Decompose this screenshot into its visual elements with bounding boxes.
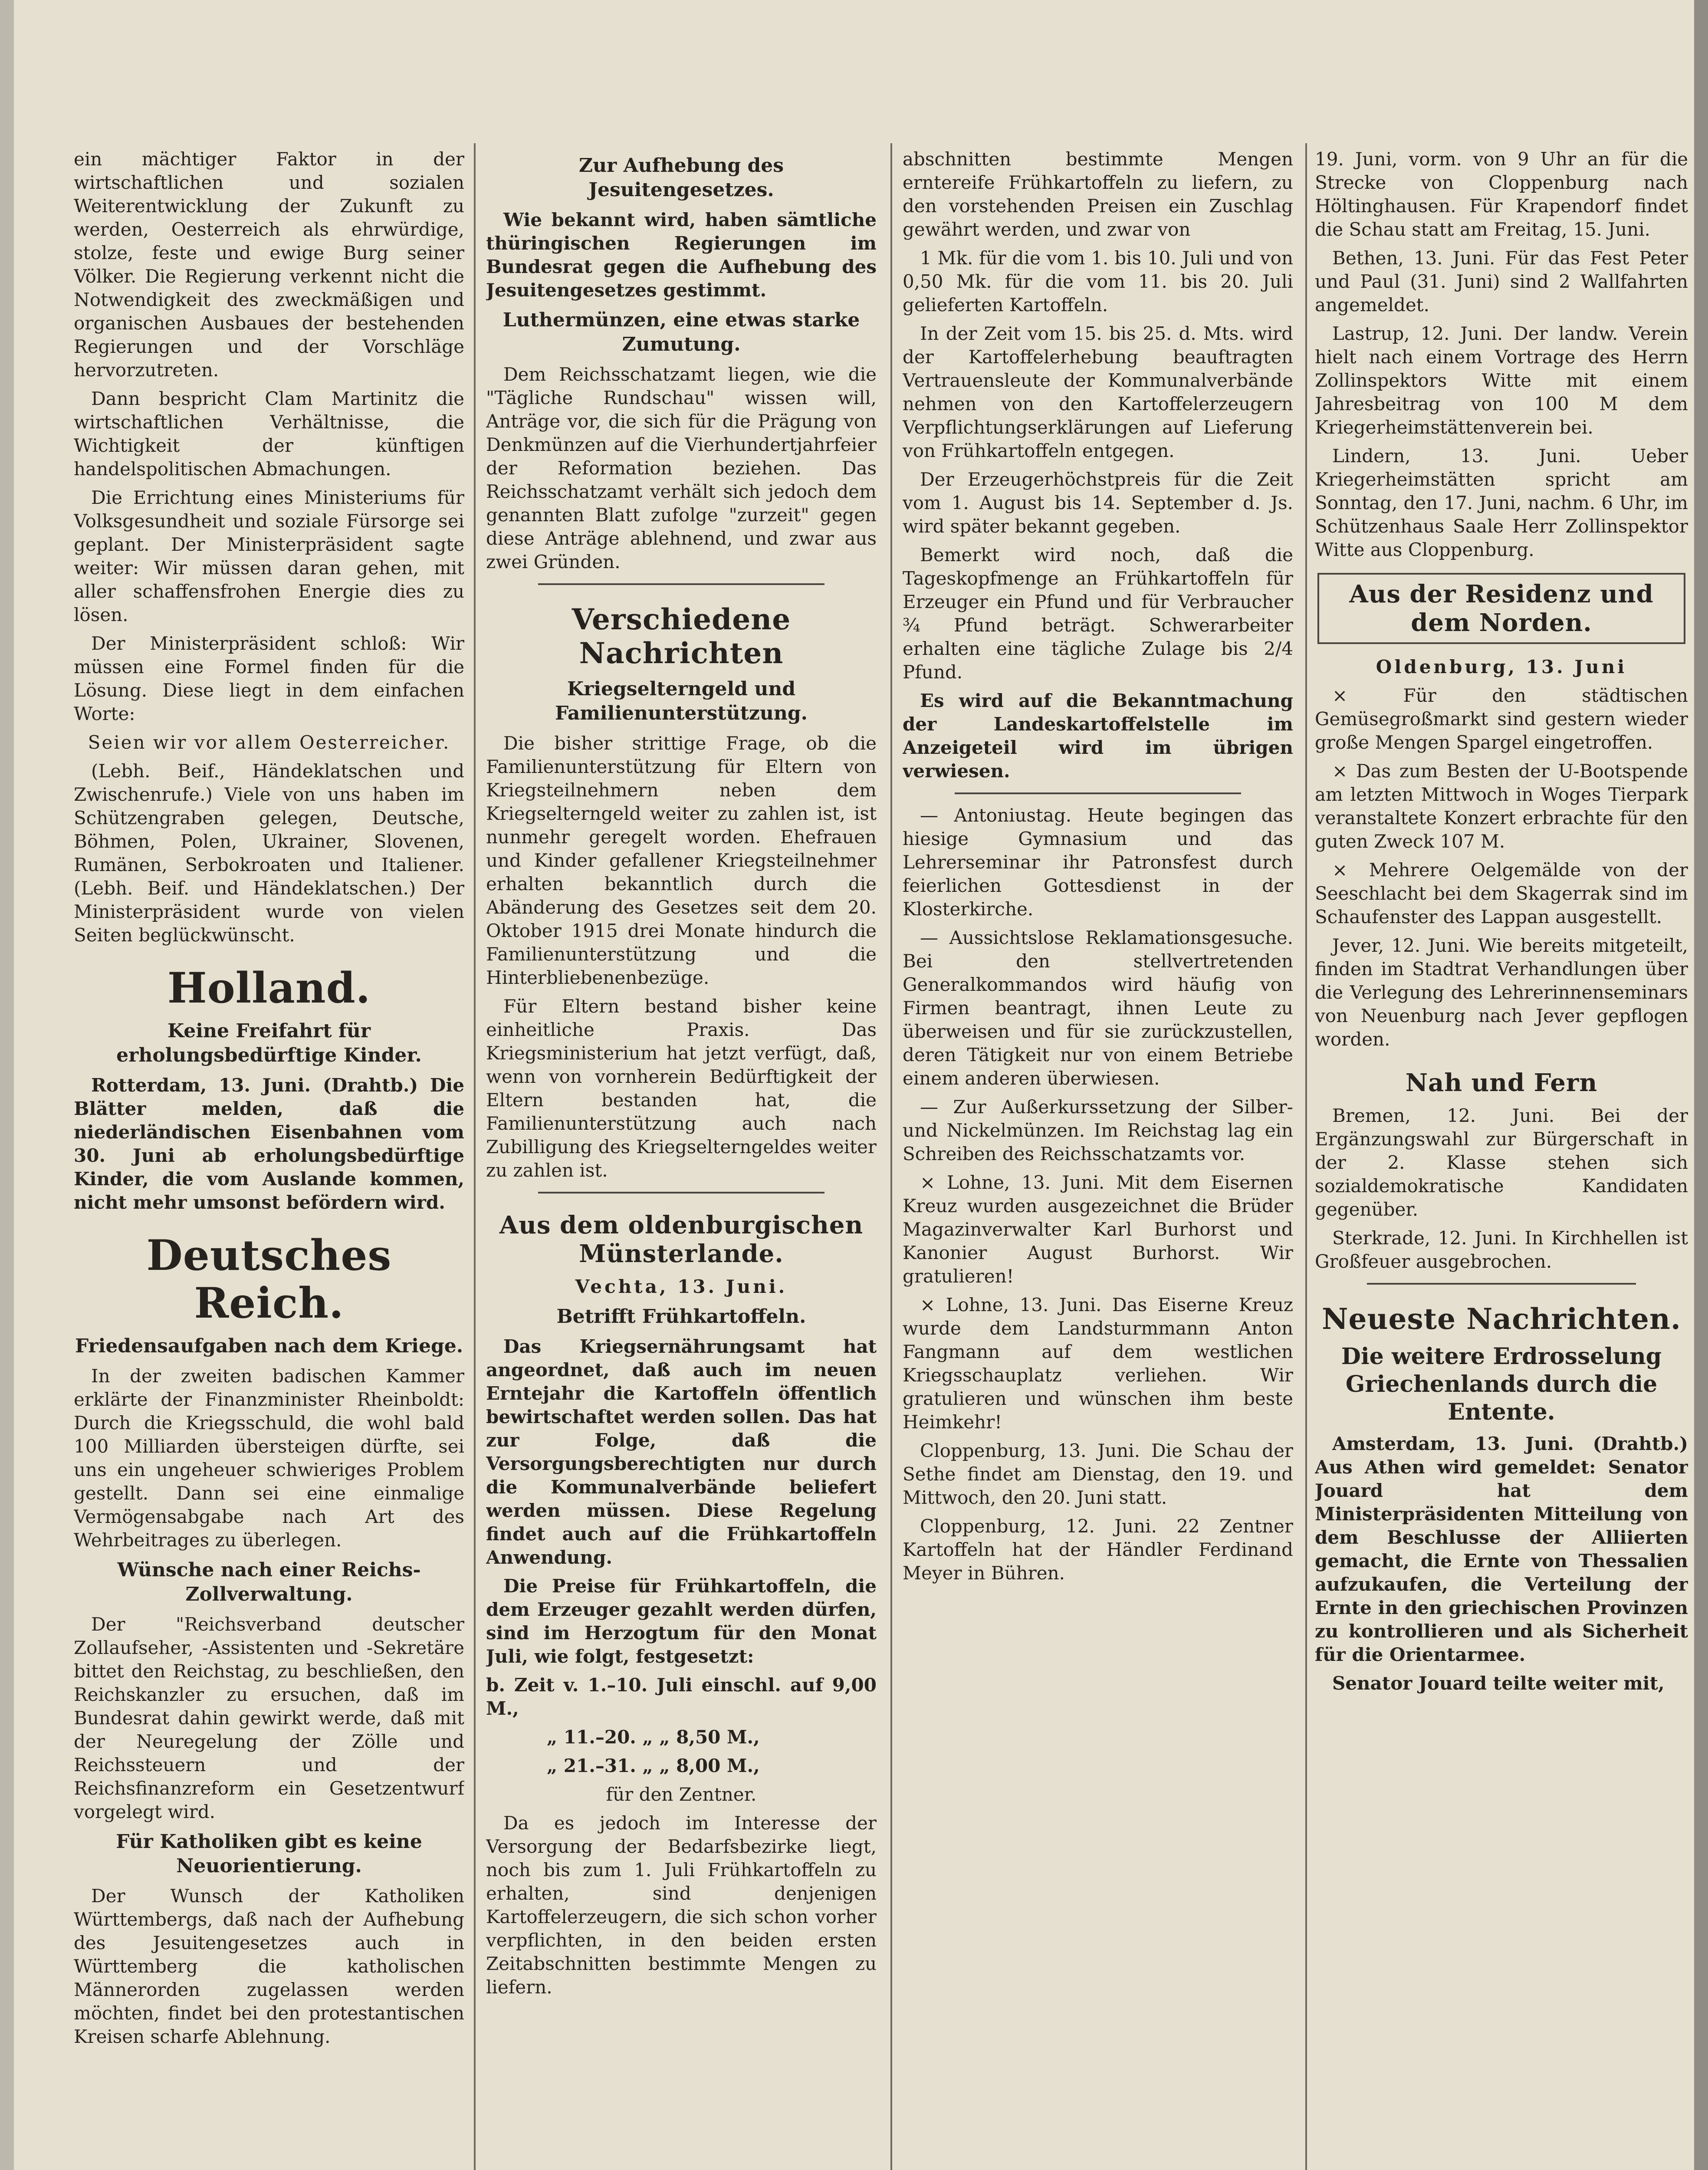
price-line: „ 11.–20. „ „ 8,50 M., [547, 1726, 760, 1748]
quote-line: Seien wir vor allem Oesterreicher. [88, 732, 450, 753]
article-text: Der Ministerpräsident schloß: Wir müssen eine Formel finden für die Lösung. Diese liegt in dem einfachen Worte: [74, 633, 464, 724]
article-text: Senator Jouard teilte weiter mit, [1332, 1673, 1665, 1694]
article-headline: Keine Freifahrt für erholungsbedürftige Kinder. [116, 1020, 422, 1066]
section-title-nah-und-fern: Nah und Fern [1405, 1069, 1598, 1097]
article-text: Die Errichtung eines Ministeriums für Volksgesundheit und soziale Fürsorge sei geplant. Der Ministerpräsident sagte weiter: Wir müssen daran gehen, mit aller schaffensfrohen Energie dies zu lösen. [74, 487, 464, 625]
page-edge-left [0, 0, 14, 2170]
article-text: Die bisher strittige Frage, ob die Familienunterstützung für Eltern von Kriegsteilnehmern neben dem Kriegselterngeld weiter zu zahlen ist, ist nunmehr geregelt worden. Ehefrauen und Kinder gefallener Kriegsteilnehmer erhalten bekanntlich durch die Abänderung des Gesetzes seit dem 20. Oktober 1915 drei Monate hindurch die Familienunterstützung und die Hinterbliebenenbezüge. [486, 733, 877, 988]
article-text: In der zweiten badischen Kammer erklärte der Finanzminister Rheinboldt: Durch die Kriegsschuld, die wohl bald 100 Milliarden übersteigen dürfte, sei uns ein ungeheuer schwieriges Problem gestellt. Dann sei eine einmalige Vermögensabgabe nach Art des Wehrbeitrages zu überlegen. [74, 1365, 464, 1551]
article-text: Sterkrade, 12. Juni. In Kirchhellen ist Großfeuer ausgebrochen. [1315, 1227, 1688, 1272]
section-title-muensterland: Aus dem oldenburgischen Münsterlande. [499, 1211, 864, 1268]
article-text: 1 Mk. für die vom 1. bis 10. Juli und von 0,50 Mk. für die vom 11. bis 20. Juli gelieferten Kartoffeln. [903, 247, 1293, 316]
article-headline: Betrifft Frühkartoffeln. [556, 1305, 806, 1328]
section-title-neueste-nachrichten: Neueste Nachrichten. [1322, 1302, 1681, 1336]
article-text: Cloppenburg, 13. Juni. Die Schau der Sethe findet am Dienstag, den 19. und Mittwoch, den 20. Juni statt. [903, 1440, 1293, 1508]
article-text: abschnitten bestimmte Mengen erntereife Frühkartoffeln zu liefern, zu den vorstehenden Preisen ein Zuschlag gewährt werden, und zwar von [903, 148, 1293, 240]
section-box [1317, 573, 1685, 644]
article-text: Der "Reichsverband deutscher Zollaufseher, -Assistenten und -Sekretäre bittet den Reichstag, zu beschließen, den Reichskanzler zu ersuchen, daß im Bundesrat dahin gewirkt werde, daß mit der Neuregelung der Zölle und Reichssteuern und der Reichsfinanzreform ein Gesetzentwurf vorgelegt wird. [74, 1614, 464, 1822]
article-text: Da es jedoch im Interesse der Versorgung der Bedarfsbezirke liegt, noch bis zum 1. Juli Frühkartoffeln zu erhalten, sind denjenigen Kartoffelerzeugern, die sich schon vorher verpflichten, in den beiden ersten Zeitabschnitten bestimmte Mengen zu liefern. [486, 1812, 877, 1998]
section-title-holland: Holland. [167, 963, 371, 1013]
page-edge-right [1694, 0, 1708, 2170]
column-rule [1305, 143, 1307, 2170]
article-text: Cloppenburg, 12. Juni. 22 Zentner Kartoffeln hat der Händler Ferdinand Meyer in Bühren. [903, 1516, 1293, 1584]
article-headline: Für Katholiken gibt es keine Neuorientierung. [116, 1831, 422, 1877]
column-rule [474, 143, 476, 2170]
article-headline: Zur Aufhebung des Jesuitengesetzes. [578, 155, 784, 201]
article-headline: Luthermünzen, eine etwas starke Zumutung. [503, 309, 860, 355]
article-text: Es wird auf die Bekanntmachung der Landeskartoffelstelle im Anzeigeteil wird im übrigen verwiesen. [903, 690, 1293, 782]
price-line: b. Zeit v. 1.–10. Juli einschl. auf 9,00 M., [486, 1674, 877, 1719]
article-text: ein mächtiger Faktor in der wirtschaftlichen und sozialen Weiterentwicklung der Zukunft zu werden, Oesterreich als ehrwürdige, stolze, feste und ewige Burg seiner Völker. Die Regierung verkennt nicht die Notwendigkeit des zweckmäßigen und organischen Ausbaues der bestehenden Regierungen und der Vorschläge hervorzutreten. [74, 148, 464, 381]
article-text: Bremen, 12. Juni. Bei der Ergänzungswahl zur Bürgerschaft in der 2. Klasse stehen sich sozialdemokratische Kandidaten gegenüber. [1315, 1105, 1688, 1220]
article-text: Die Preise für Frühkartoffeln, die dem Erzeuger gezahlt werden dürfen, sind im Herzogtum für den Monat Juli, wie folgt, festgesetzt: [486, 1575, 877, 1667]
article-text: × Für den städtischen Gemüsegroßmarkt sind gestern wieder große Mengen Spargel eingetroffen. [1315, 685, 1688, 753]
divider [955, 792, 1241, 794]
article-text: Der Erzeugerhöchstpreis für die Zeit vom 1. August bis 14. September d. Js. wird später bekannt gegeben. [903, 469, 1293, 537]
article-text: Dem Reichsschatzamt liegen, wie die "Tägliche Rundschau" wissen will, Anträge vor, die sich für die Prägung von Denkmünzen auf die Vierhundertjahrfeier der Reformation beziehen. Das Reichsschatzamt verhält sich jedoch dem genannten Blatt zufolge "zurzeit" gegen diese Anträge ablehnend, und zwar aus zwei Gründen. [486, 364, 877, 572]
article-text: — Zur Außerkurssetzung der Silber- und Nickelmünzen. Im Reichstag lag ein Schreiben des Reichsschatzamts vor. [903, 1096, 1293, 1164]
divider [538, 583, 824, 585]
article-text: Für Eltern bestand bisher keine einheitliche Praxis. Das Kriegsministerium hat jetzt verfügt, daß, wenn von vornherein Bedürftigkeit der Eltern bestanden hat, die Familienunterstützung auch nach Zubilligung des Kriegselterngeldes weiter zu zahlen ist. [486, 996, 877, 1181]
article-text: × Lohne, 13. Juni. Das Eiserne Kreuz wurde dem Landsturmmann Anton Fangmann auf dem westlichen Kriegsschauplatz verliehen. Wir gratulieren und wünschen ihm beste Heimkehr! [903, 1294, 1293, 1433]
price-line: „ 21.–31. „ „ 8,00 M., [547, 1755, 760, 1776]
section-title-deutsches-reich: Deutsches Reich. [146, 1231, 392, 1328]
article-text: Der Wunsch der Katholiken Württembergs, daß nach der Aufhebung des Jesuitengesetzes auch in Württemberg die katholischen Männerorden zugelassen werden möchten, findet bei den protestantischen Kreisen scharfe Ablehnung. [74, 1885, 464, 2047]
article-text: Bethen, 13. Juni. Für das Fest Peter und Paul (31. Juni) sind 2 Wallfahrten angemeldet. [1315, 247, 1688, 316]
column-4 [1315, 148, 1688, 2170]
article-text: Dann bespricht Clam Martinitz die wirtschaftlichen Verhältnisse, die Wichtigkeit der künftigen handelspolitischen Abmachungen. [74, 388, 464, 480]
article-text: — Aussichtslose Reklamationsgesuche. Bei den stellvertretenden Generalkommandos wird häufig von Firmen beantragt, ihnen Leute zu überweisen und für sie zurückzustellen, deren Tätigkeit nur von einem Betriebe einem anderen überwiesen. [903, 927, 1293, 1089]
article-headline: Wünsche nach einer Reichs-Zollverwaltung. [117, 1559, 421, 1605]
column-2 [486, 148, 877, 2170]
article-headline: Friedensaufgaben nach dem Kriege. [75, 1335, 463, 1357]
article-text: (Lebh. Beif., Händeklatschen und Zwischenrufe.) Viele von uns haben im Schützengraben gelegen, Deutsche, Böhmen, Polen, Ukrainer, Slovenen, Rumänen, Serbokroaten und Italiener. (Lebh. Beif. und Händeklatschen.) Der Ministerpräsident wurde von vielen Seiten beglückwünscht. [74, 760, 464, 946]
article-text: Rotterdam, 13. Juni. (Drahtb.) Die Blätter melden, daß die niederländischen Eisenbahnen vom 30. Juni ab erholungsbedürftige Kinder, die vom Auslande kommen, nicht mehr umsonst befördern wird. [74, 1075, 464, 1213]
section-title-verschiedene-nachrichten: Verschiedene Nachrichten [572, 602, 791, 670]
article-text: Lindern, 13. Juni. Ueber Kriegerheimstätten spricht am Sonntag, den 17. Juni, nachm. 6 Uhr, im Schützenhaus Saale Herr Zollinspektor Witte aus Cloppenburg. [1315, 445, 1688, 560]
article-text: In der Zeit vom 15. bis 25. d. Mts. wird der Kartoffelerhebung beauftragten Vertrauensleute der Kommunalverbände nehmen von den Kartoffelerzeugern Verpflichtungserklärungen auf Lieferung von Frühkartoffeln entgegen. [903, 323, 1293, 461]
article-text: Bemerkt wird noch, daß die Tageskopfmenge an Frühkartoffeln für Erzeuger ein Pfund und für Verbraucher ¾ Pfund beträgt. Schwerarbeiter erhalten eine tägliche Zulage bis 2/4 Pfund. [903, 544, 1293, 683]
article-text: × Lohne, 13. Juni. Mit dem Eisernen Kreuz wurden ausgezeichnet die Brüder Magazinverwalter Karl Burhorst und Kanonier August Burhorst. Wir gratulieren! [903, 1172, 1293, 1287]
article-text: × Das zum Besten der U-Bootspende am letzten Mittwoch in Woges Tierpark veranstaltete Konzert erbrachte für den guten Zweck 107 M. [1315, 760, 1688, 852]
article-text: Das Kriegsernährungsamt hat angeordnet, daß auch im neuen Erntejahr die Kartoffeln öffentlich bewirtschaftet werden sollen. Das hat zur Folge, daß die Versorgungsberechtigten nur durch die Kommunalverbände beliefert werden müssen. Diese Regelung findet auch auf die Frühkartoffeln Anwendung. [486, 1336, 877, 1568]
article-text: Jever, 12. Juni. Wie bereits mitgeteilt, finden im Stadtrat Verhandlungen über die Verlegung des Lehrerinnenseminars von Neuenburg nach Jever gepflogen worden. [1315, 935, 1688, 1050]
dateline: Vechta, 13. Juni. [575, 1276, 788, 1297]
article-text: Wie bekannt wird, haben sämtliche thüringischen Regierungen im Bundesrat gegen die Aufhebung des Jesuitengesetzes gestimmt. [486, 209, 877, 301]
article-text: Amsterdam, 13. Juni. (Drahtb.) Aus Athen wird gemeldet: Senator Jouard hat dem Ministerpräsidenten Mitteilung von dem Beschlusse der Alliierten gemacht, die Ernte von Thessalien aufzukaufen, die Verteilung der Ernte in den griechischen Provinzen zu kontrollieren und als Sicherheit für die Orientarmee. [1315, 1433, 1688, 1665]
section-title-residenz: Aus der Residenz und dem Norden. [1349, 580, 1654, 637]
column-rule [890, 143, 892, 2170]
divider [1367, 1283, 1636, 1285]
article-text: Lastrup, 12. Juni. Der landw. Verein hielt nach einem Vortrage des Herrn Zollinspektors Witte mit einem Jahresbeitrag von 100 M dem Kriegerheimstättenverein bei. [1315, 323, 1688, 438]
column-1 [74, 148, 464, 2170]
dateline: Oldenburg, 13. Juni [1376, 656, 1627, 677]
article-text: 19. Juni, vorm. von 9 Uhr an für die Strecke von Cloppenburg nach Höltinghausen. Für Krapendorf findet die Schau statt am Freitag, 15. Juni. [1315, 148, 1688, 240]
divider [538, 1192, 824, 1194]
article-headline: Die weitere Erdrosselung Griechenlands durch die Entente. [1341, 1343, 1662, 1425]
price-unit: für den Zentner. [606, 1784, 757, 1805]
article-text: — Antoniustag. Heute begingen das hiesige Gymnasium und das Lehrerseminar ihr Patronsfest durch feierlichen Gottesdienst in der Klosterkirche. [903, 805, 1293, 920]
column-3 [903, 148, 1293, 2170]
article-text: × Mehrere Oelgemälde von der Seeschlacht bei dem Skagerrak sind im Schaufenster des Lappan ausgestellt. [1315, 859, 1688, 927]
article-headline: Kriegselterngeld und Familienunterstützung. [555, 678, 808, 724]
